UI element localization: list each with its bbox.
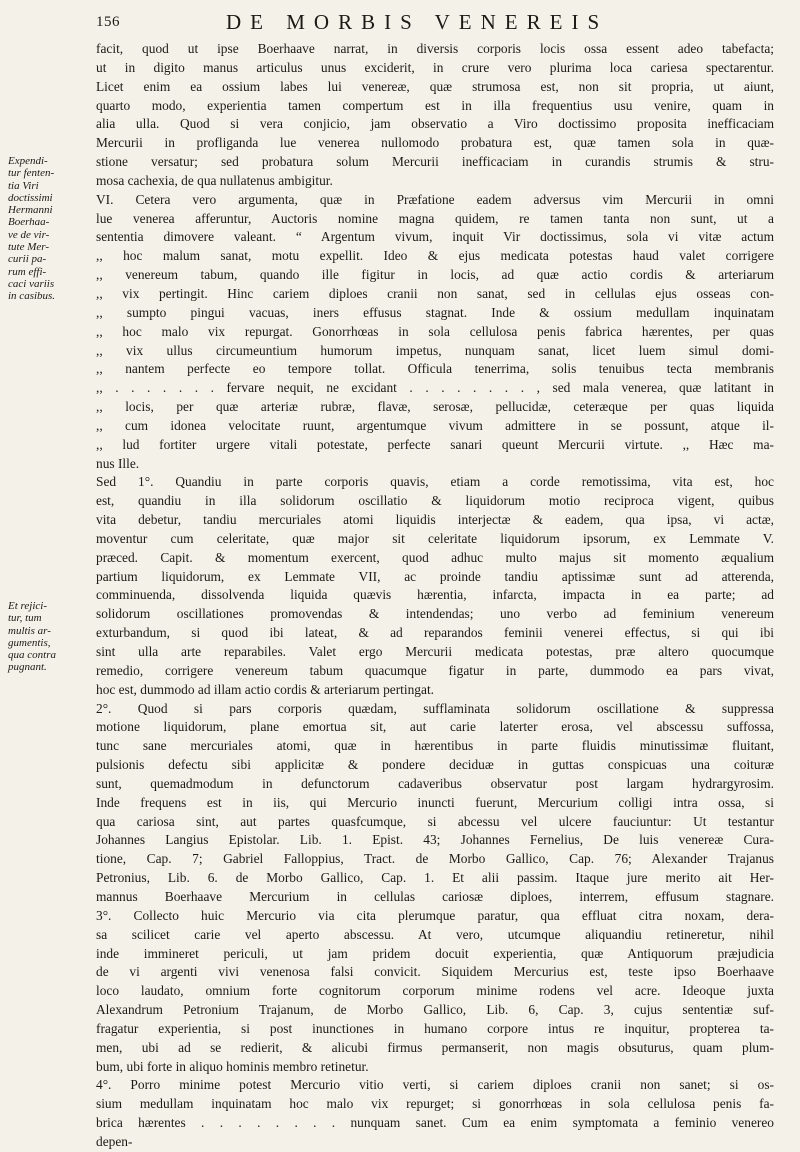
page-number: 156	[96, 14, 120, 30]
text-line: est, quandiu in illa solidorum oscillatio & liquidorum motio reciproca vigent, quibus	[96, 493, 774, 509]
text-line: ,, hoc malum sanat, motu expellit. Ideo & ejus medicata potestas haud valet corrigere	[96, 248, 774, 264]
text-line: fragatur experientia, si post inunctiones in humano corpore intus re inquitur, propterea ta-	[96, 1020, 774, 1036]
margin-note-line: tur, tum	[8, 612, 42, 625]
text-line: ,, cum idonea velocitate ruunt, argentumque vivum admittere in se possunt, atque il-	[96, 417, 774, 433]
text-line: Alexandrum Petronium Trajanum, de Morbo Gallico, Lib. 6, Cap. 3, cujus sententiæ suf-	[96, 1002, 774, 1018]
text-line: inde immineret periculi, ut jam pridem docuit experientia, quæ Antiquorum præjudicia	[96, 945, 774, 961]
text-line: moventur cum celeritate, quæ major sit celeritate liquidorum ipsorum, ex Lemmate V.	[96, 530, 774, 546]
text-line: ut in digito manus articulus unus exciderit, in crure vero plurima loca cariesa spectarentur.	[96, 59, 774, 75]
text-line: ,, venereum tabum, quando ille figitur in locis, ad quæ actio cordis & arteriarum	[96, 267, 774, 283]
margin-note-line: multis ar-	[8, 624, 51, 637]
text-line: depen-	[96, 1133, 133, 1149]
margin-note-1	[8, 155, 94, 303]
text-line: præced. Capit. & momentum exercent, quod adhuc multo majus sit momento æqualium	[96, 549, 774, 565]
text-line: motione liquidorum, plane emortua sit, aut carie laterter erosa, vel abscessu suffossa,	[96, 719, 774, 735]
text-line: sium medullam inquinatam hoc malo vix repurget; si gonorrhœas in sola cellulosa penis fa-	[96, 1096, 774, 1112]
text-line: vita debetur, tandiu mercuriales atomi liquidis interjectæ & eadem, qua ipsa, vi actæ,	[96, 512, 774, 528]
text-line: hoc est, dummodo ad illam actio cordis & arteriarum pertingat.	[96, 681, 435, 697]
text-line: ,, sumpto pingui vacuas, iners effusus stagnat. Inde & ossium medullam inquinatam	[96, 304, 774, 320]
text-line: mosa cachexia, de qua nullatenus ambigitur.	[96, 172, 333, 188]
text-line: ,, locis, per quæ arteriæ rubræ, flavæ, serosæ, pellucidæ, ceteræque per quas liquida	[96, 399, 774, 415]
margin-note-line: in casibus.	[8, 290, 56, 303]
text-line: sunt, quemadmodum in defunctorum cadaveribus observatur post largam hydrargyrosim.	[96, 775, 774, 791]
text-line: ,, hoc malo vix repurgat. Gonorrhœas in sola cellulosa penis fabrica hærentes, per quas	[96, 323, 774, 339]
running-title: DE MORBIS VENEREIS	[226, 10, 609, 34]
text-line: quarto modo, experientia tamen compertum est in illa frequentius usu venire, quam in	[96, 97, 774, 113]
text-line: ,, . . . . . . . fervare nequit, ne excidant . . . . . . . . , sed mala venerea, quæ latitant in	[96, 380, 774, 396]
margin-note-line: doctissimi	[8, 191, 53, 204]
text-line: de vi argenti vivi venenosa falsi convicit. Siquidem Mercurius est, teste ipso Boerhaave	[96, 964, 774, 980]
page-header	[96, 10, 766, 38]
margin-note-line: Expendi-	[8, 155, 48, 167]
text-line: ,, nantem perfecte eo tempore tollat. Officula tenerrima, solis tenuibus tecta membranis	[96, 361, 774, 377]
margin-note-2	[8, 600, 94, 674]
text-line: comminuenda, dissolvenda liquida quævis hærentia, infarcta, impacta in ea parte; ad	[96, 587, 774, 603]
text-line: Inde frequens est in iis, qui Mercurio inuncti fuerunt, Mercurium colligi intra ossa, si	[96, 794, 774, 810]
text-line: VI. Cetera vero argumenta, quæ in Præfatione eadem adversus vim Mercurii in omni	[96, 191, 774, 207]
margin-note-line: tia Viri	[8, 179, 39, 192]
margin-note-line: pugnant.	[8, 661, 47, 674]
text-line: 2°. Quod si pars corporis quædam, sufflaminata solidorum oscillatione & suppressa	[96, 700, 774, 716]
body-text	[96, 40, 774, 1152]
text-line: tione, Cap. 7; Gabriel Falloppius, Tract. de Morbo Gallico, Cap. 76; Alexander Trajanus	[96, 851, 774, 867]
margin-note-line: curii pa-	[8, 253, 47, 266]
text-line: bum, ubi forte in aliquo hominis membro retinetur.	[96, 1058, 369, 1074]
text-line: remedio, corrigere venereum tabum quacumque figatur in parte, dummodo ea pars vivat,	[96, 662, 774, 678]
margin-note-line: tur fenten-	[8, 167, 55, 180]
text-line: lue venerea afferuntur, Auctoris nomine magna quidem, re tamen tanta non sunt, ut a	[96, 210, 774, 226]
margin-note-line: gumentis,	[8, 636, 51, 649]
text-line: men, ubi ad se redierit, & alicubi firmus permanserit, non magis obsuturus, quam plum-	[96, 1039, 774, 1055]
text-line: loco laudato, omnium forte cognitorum corporum minime rodens vel acre. Ideoque juxta	[96, 983, 774, 999]
text-line: 3°. Collecto huic Mercurio via cita plerumque paratur, qua effluat citra noxam, dera-	[96, 907, 774, 923]
text-line: Mercurii in profliganda lue venerea nullomodo probatura est, quæ tamen sola in quæ-	[96, 135, 774, 151]
margin-note-line: ve de vir-	[8, 228, 50, 241]
margin-note-line: Boerhaa-	[8, 216, 50, 229]
text-line: sa scilicet carie vel aperto abscessu. At vero, utcumque aliquandiu retineretur, nihil	[96, 926, 774, 942]
margin-note-line: caci variis	[8, 277, 55, 290]
text-line: nus Ille.	[96, 455, 140, 471]
text-line: sententia dimovere valeant. “ Argentum vivum, inquit Vir doctissimus, sola vi vitæ actum	[96, 229, 774, 245]
text-line: ,, lud fortiter urgere vitali potestate, perfecte sanari queunt Mercurii virtute. ,, Hæc ma-	[96, 436, 774, 452]
margin-note-line: qua contra	[8, 649, 56, 662]
text-line: pulsionis defectu sibi applicitæ & pondere deciduæ in guttas conspicuas una coituræ	[96, 757, 774, 773]
margin-note-line: Et rejici-	[8, 600, 47, 612]
text-line: 4°. Porro minime potest Mercurio vitio verti, si cariem diploes cranii non sanet; si os-	[96, 1077, 774, 1093]
text-line: brica hærentes . . . . . . . . nunquam sanet. Cum ea enim symptomata a feminio venereo	[96, 1115, 774, 1131]
text-line: Sed 1°. Quandiu in parte corporis quavis, etiam a corde remotissima, vita est, hoc	[96, 474, 774, 490]
text-line: alia ulla. Quod si vera conjicio, jam observatio a Viro doctissimo proposita inefficaciam	[96, 116, 774, 132]
margin-note-line: rum effi-	[8, 265, 47, 278]
text-line: Johannes Langius Epistolar. Lib. 1. Epist. 43; Johannes Fernelius, De luis venereæ Cura-	[96, 832, 774, 848]
text-line: mannus Boerhaave Mercurium in cellulas cariosæ diploes, interrem, effusum stagnare.	[96, 888, 774, 904]
text-line: tunc sane mercuriales atomi, quæ in hærentibus in parte fluidis minutissimæ fluitant,	[96, 738, 774, 754]
text-line: ,, vix pertingit. Hinc cariem diploes cranii non sanat, sed in cellulas ejus osseas con-	[96, 285, 774, 301]
text-line: exturbandum, si quod ibi lateat, & ad reparandos feminii venerei effectus, si qui ibi	[96, 625, 774, 641]
text-line: solidorum oscillationes promovendas & intendendas; uno verbo ad feminium venereum	[96, 606, 774, 622]
margin-note-line: tute Mer-	[8, 241, 50, 254]
text-line: partium liquidorum, ex Lemmate VII, ac proinde tandiu aptissimæ sunt ad atterenda,	[96, 568, 774, 584]
text-line: stione versatur; sed probatura solum Mercurii inefficaciam in curandis strumis & stru-	[96, 154, 774, 170]
text-line: Petronius, Lib. 6. de Morbo Gallico, Cap. 1. Et alii passim. Itaque jure merito ait Her-	[96, 870, 774, 886]
text-line: sint ulla arte reparabiles. Valet ergo Mercurii medicata potestas, præ altero quocumque	[96, 644, 774, 659]
text-line: qua cariosa sint, aut partes quasfcumque, si abcessu vel ulcere fauciuntur: Ut testantur	[96, 813, 774, 829]
text-line: facit, quod ut ipse Boerhaave narrat, in diversis corporis locis ossa essent adeo tabefacta;	[96, 41, 774, 56]
margin-note-line: Hermanni	[8, 204, 53, 217]
text-line: ,, vix ullus circumeuntium humorum impetus, nunquam sanat, licet luem simul domi-	[96, 342, 774, 358]
text-line: Licet enim ea ossium labes lui venereæ, quæ strumosa est, non sit propria, ut aiunt,	[96, 78, 774, 94]
